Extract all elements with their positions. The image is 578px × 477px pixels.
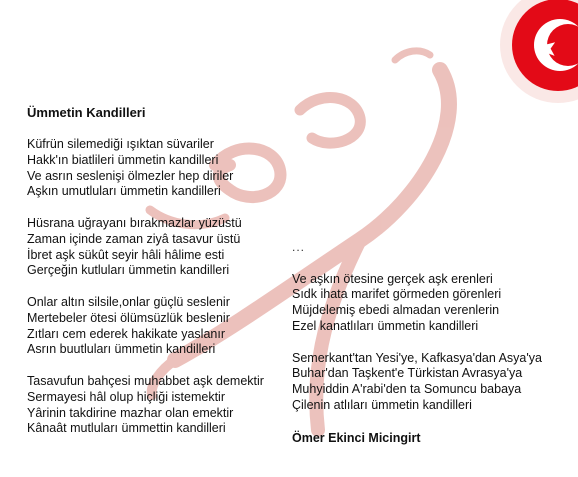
stanza <box>27 137 297 200</box>
verse-line: Hüsrana uğrayanı bırakmazlar yüzüstü <box>27 215 242 230</box>
verse-line: Tasavufun bahçesi muhabbet aşk demektir <box>27 373 264 388</box>
verse-line: Muhyiddin A'rabi'den ta Somuncu babaya <box>292 382 522 397</box>
turkish-flag-badge <box>500 0 578 103</box>
verse-line: Aşkın umutluları ümmetin kandilleri <box>27 184 221 199</box>
verse-line: Küfrün silemediği ışıktan süvariler <box>27 137 214 151</box>
poem-title: Ümmetin Kandilleri <box>27 105 146 120</box>
verse-line: Mertebeler ötesi ölümsüzlük beslenir <box>27 310 230 325</box>
verse-line: Onlar altın silsile,onlar güçlü seslenir <box>27 294 230 309</box>
stanza <box>27 374 297 437</box>
verse-line: Gerçeğin kutluları ümmetin kandilleri <box>27 263 230 278</box>
poem-right-column <box>292 240 577 446</box>
verse-line: Ve aşkın ötesine gerçek aşk erenleri <box>292 271 493 286</box>
verse-line: Çilenin atlıları ümmetin kandilleri <box>292 397 472 412</box>
poem-author: Ömer Ekinci Micingirt <box>292 430 421 445</box>
verse-line: Asrın buutluları ümmetin kandilleri <box>27 342 216 357</box>
verse-line: Ezel kanatlıları ümmetin kandilleri <box>292 318 479 333</box>
stanza <box>292 272 577 335</box>
verse-line: İbret aşk sükût seyir hâli hâlime esti <box>27 247 225 262</box>
verse-line: Sıdk ihata marifet görmeden görenleri <box>292 287 502 302</box>
stanza <box>27 295 297 358</box>
verse-line: Hakk'ın biatlileri ümmetin kandilleri <box>27 152 219 167</box>
verse-line: Zıtları cem ederek hakikate yaslanır <box>27 326 225 341</box>
flag-star-icon <box>532 34 559 60</box>
verse-line: Müjdelemiş ebedi almadan verenlerin <box>292 303 500 318</box>
verse-line: Ve asrın seslenişi ölmezler hep diriler <box>27 168 234 183</box>
continuation-marker: ... <box>292 240 306 254</box>
verse-line: Kânaât mutluları ümmettin kandilleri <box>27 421 226 436</box>
verse-line: Zaman içinde zaman ziyâ tasavur üstü <box>27 231 241 246</box>
verse-line: Buhar'dan Taşkent'e Türkistan Avrasya'ya <box>292 366 523 381</box>
verse-line: Sermayesi hâl olup hiçliği istemektir <box>27 389 225 404</box>
verse-line: Semerkant'tan Yesi'ye, Kafkasya'dan Asya'ya <box>292 350 542 365</box>
stanza <box>292 351 577 414</box>
verse-line: Yârinin takdirine mazhar olan emektir <box>27 405 234 420</box>
stanza <box>27 216 297 279</box>
poem-left-column <box>27 137 297 453</box>
